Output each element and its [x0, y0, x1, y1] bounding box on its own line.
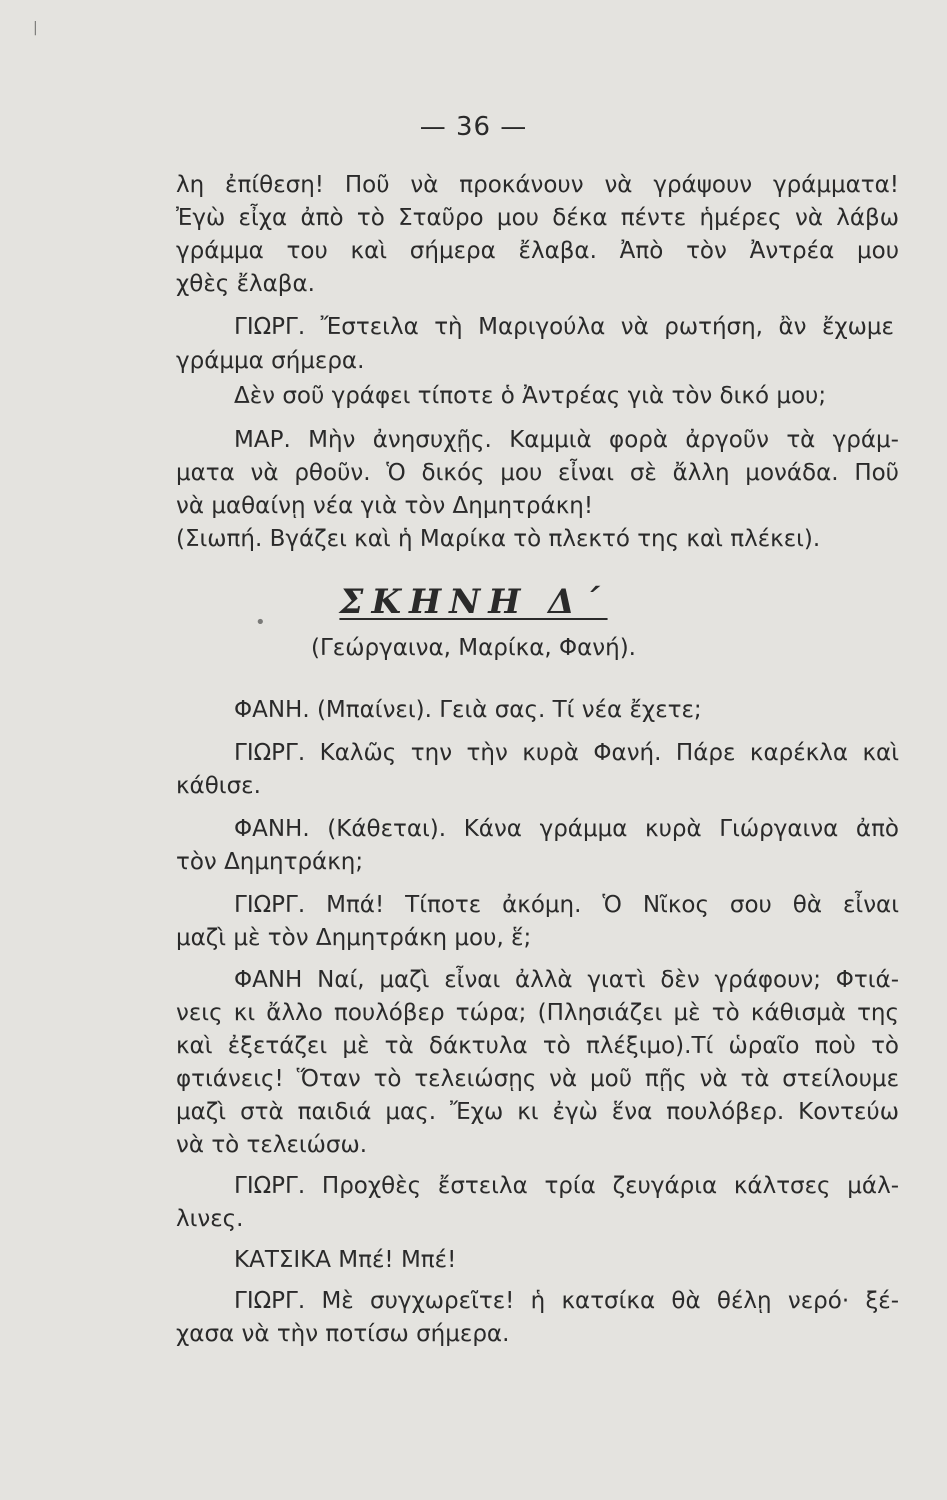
text-line: λη ἐπίθεση! Ποῦ νὰ προκάνουν νὰ γράψουν γράμματα! — [176, 172, 899, 198]
text-line: νὰ μαθαίνῃ νέα γιὰ τὸν Δημητράκη! — [176, 493, 594, 519]
text-line: νὰ τὸ τελειώσω. — [176, 1132, 368, 1158]
text-line: γράμμα του καὶ σήμερα ἔλαβα. Ἀπὸ τὸν Ἀντρέα μου — [176, 238, 899, 264]
scan-mark: • — [255, 612, 266, 633]
text-line: χασα νὰ τὴν ποτίσω σήμερα. — [176, 1321, 510, 1347]
scene-characters: (Γεώργαινα, Μαρίκα, Φανή). — [311, 635, 636, 661]
scene-heading: ΣΚΗΝΗ Δ΄ — [339, 582, 608, 622]
stage-direction: (Σιωπή. Βγάζει καὶ ἡ Μαρίκα τὸ πλεκτό της καὶ πλέκει). — [176, 526, 821, 552]
text-line: ΓΙΩΡΓ. Μπά! Τίποτε ἀκόμη. Ὁ Νῖκος σου θὰ εἶναι — [234, 892, 899, 918]
text-line: νεις κι ἄλλο πουλόβερ τώρα; (Πλησιάζει μὲ τὸ κάθισμὰ της — [176, 1000, 899, 1026]
text-line: τὸν Δημητράκη; — [176, 849, 364, 875]
text-line: ΓΙΩΡΓ. Ἔστειλα τὴ Μαριγούλα νὰ ρωτήση, ἂν ἔχωμε — [234, 314, 894, 340]
text-line: λινες. — [176, 1206, 244, 1232]
text-line: γράμμα σήμερα. — [176, 348, 365, 374]
scan-mark: | — [33, 20, 38, 36]
text-line: ματα νὰ ρθοῦν. Ὁ δικός μου εἶναι σὲ ἄλλη μονάδα. Ποῦ — [176, 460, 899, 486]
text-line: κάθισε. — [176, 773, 261, 799]
text-line: Δὲν σοῦ γράφει τίποτε ὁ Ἀντρέας γιὰ τὸν δικό μου; — [234, 383, 827, 409]
text-line: χθὲς ἔλαβα. — [176, 271, 315, 297]
text-line: ΓΙΩΡΓ. Καλῶς την τὴν κυρὰ Φανή. Πάρε καρέκλα καὶ — [234, 740, 899, 766]
text-line: ΦΑΝΗ. (Μπαίνει). Γειὰ σας. Τί νέα ἔχετε; — [234, 697, 702, 723]
text-line: ΚΑΤΣΙΚΑ Μπέ! Μπέ! — [234, 1247, 457, 1273]
text-line: Ἐγὼ εἶχα ἀπὸ τὸ Σταῦρο μου δέκα πέντε ἡμέρες νὰ λάβω — [176, 205, 899, 231]
page-number: — 36 — — [419, 112, 528, 142]
text-line: ΓΙΩΡΓ. Μὲ συγχωρεῖτε! ἡ κατσίκα θὰ θέλῃ νερό· ξέ- — [234, 1288, 899, 1314]
text-line: ΦΑΝΗ Ναί, μαζὶ εἶναι ἀλλὰ γιατὶ δὲν γράφουν; Φτιά- — [234, 967, 899, 993]
text-line: καὶ ἐξετάζει μὲ τὰ δάκτυλα τὸ πλέξιμο).Τί ὡραῖο ποὺ τὸ — [176, 1033, 899, 1059]
text-line: φτιάνεις! Ὅταν τὸ τελειώσῃς νὰ μοῦ πῇς νὰ τὰ στείλουμε — [176, 1066, 899, 1092]
text-line: μαζὶ μὲ τὸν Δημητράκη μου, ἕ; — [176, 925, 532, 951]
text-line: ΓΙΩΡΓ. Προχθὲς ἔστειλα τρία ζευγάρια κάλτσες μάλ- — [234, 1173, 899, 1199]
text-line: ΦΑΝΗ. (Κάθεται). Κάνα γράμμα κυρὰ Γιώργαινα ἀπὸ — [234, 816, 899, 842]
text-line: μαζὶ στὰ παιδιά μας. Ἔχω κι ἐγὼ ἕνα πουλόβερ. Κοντεύω — [176, 1099, 899, 1125]
text-line: ΜΑΡ. Μὴν ἀνησυχῇς. Καμμιὰ φορὰ ἀργοῦν τὰ γράμ- — [234, 427, 899, 453]
